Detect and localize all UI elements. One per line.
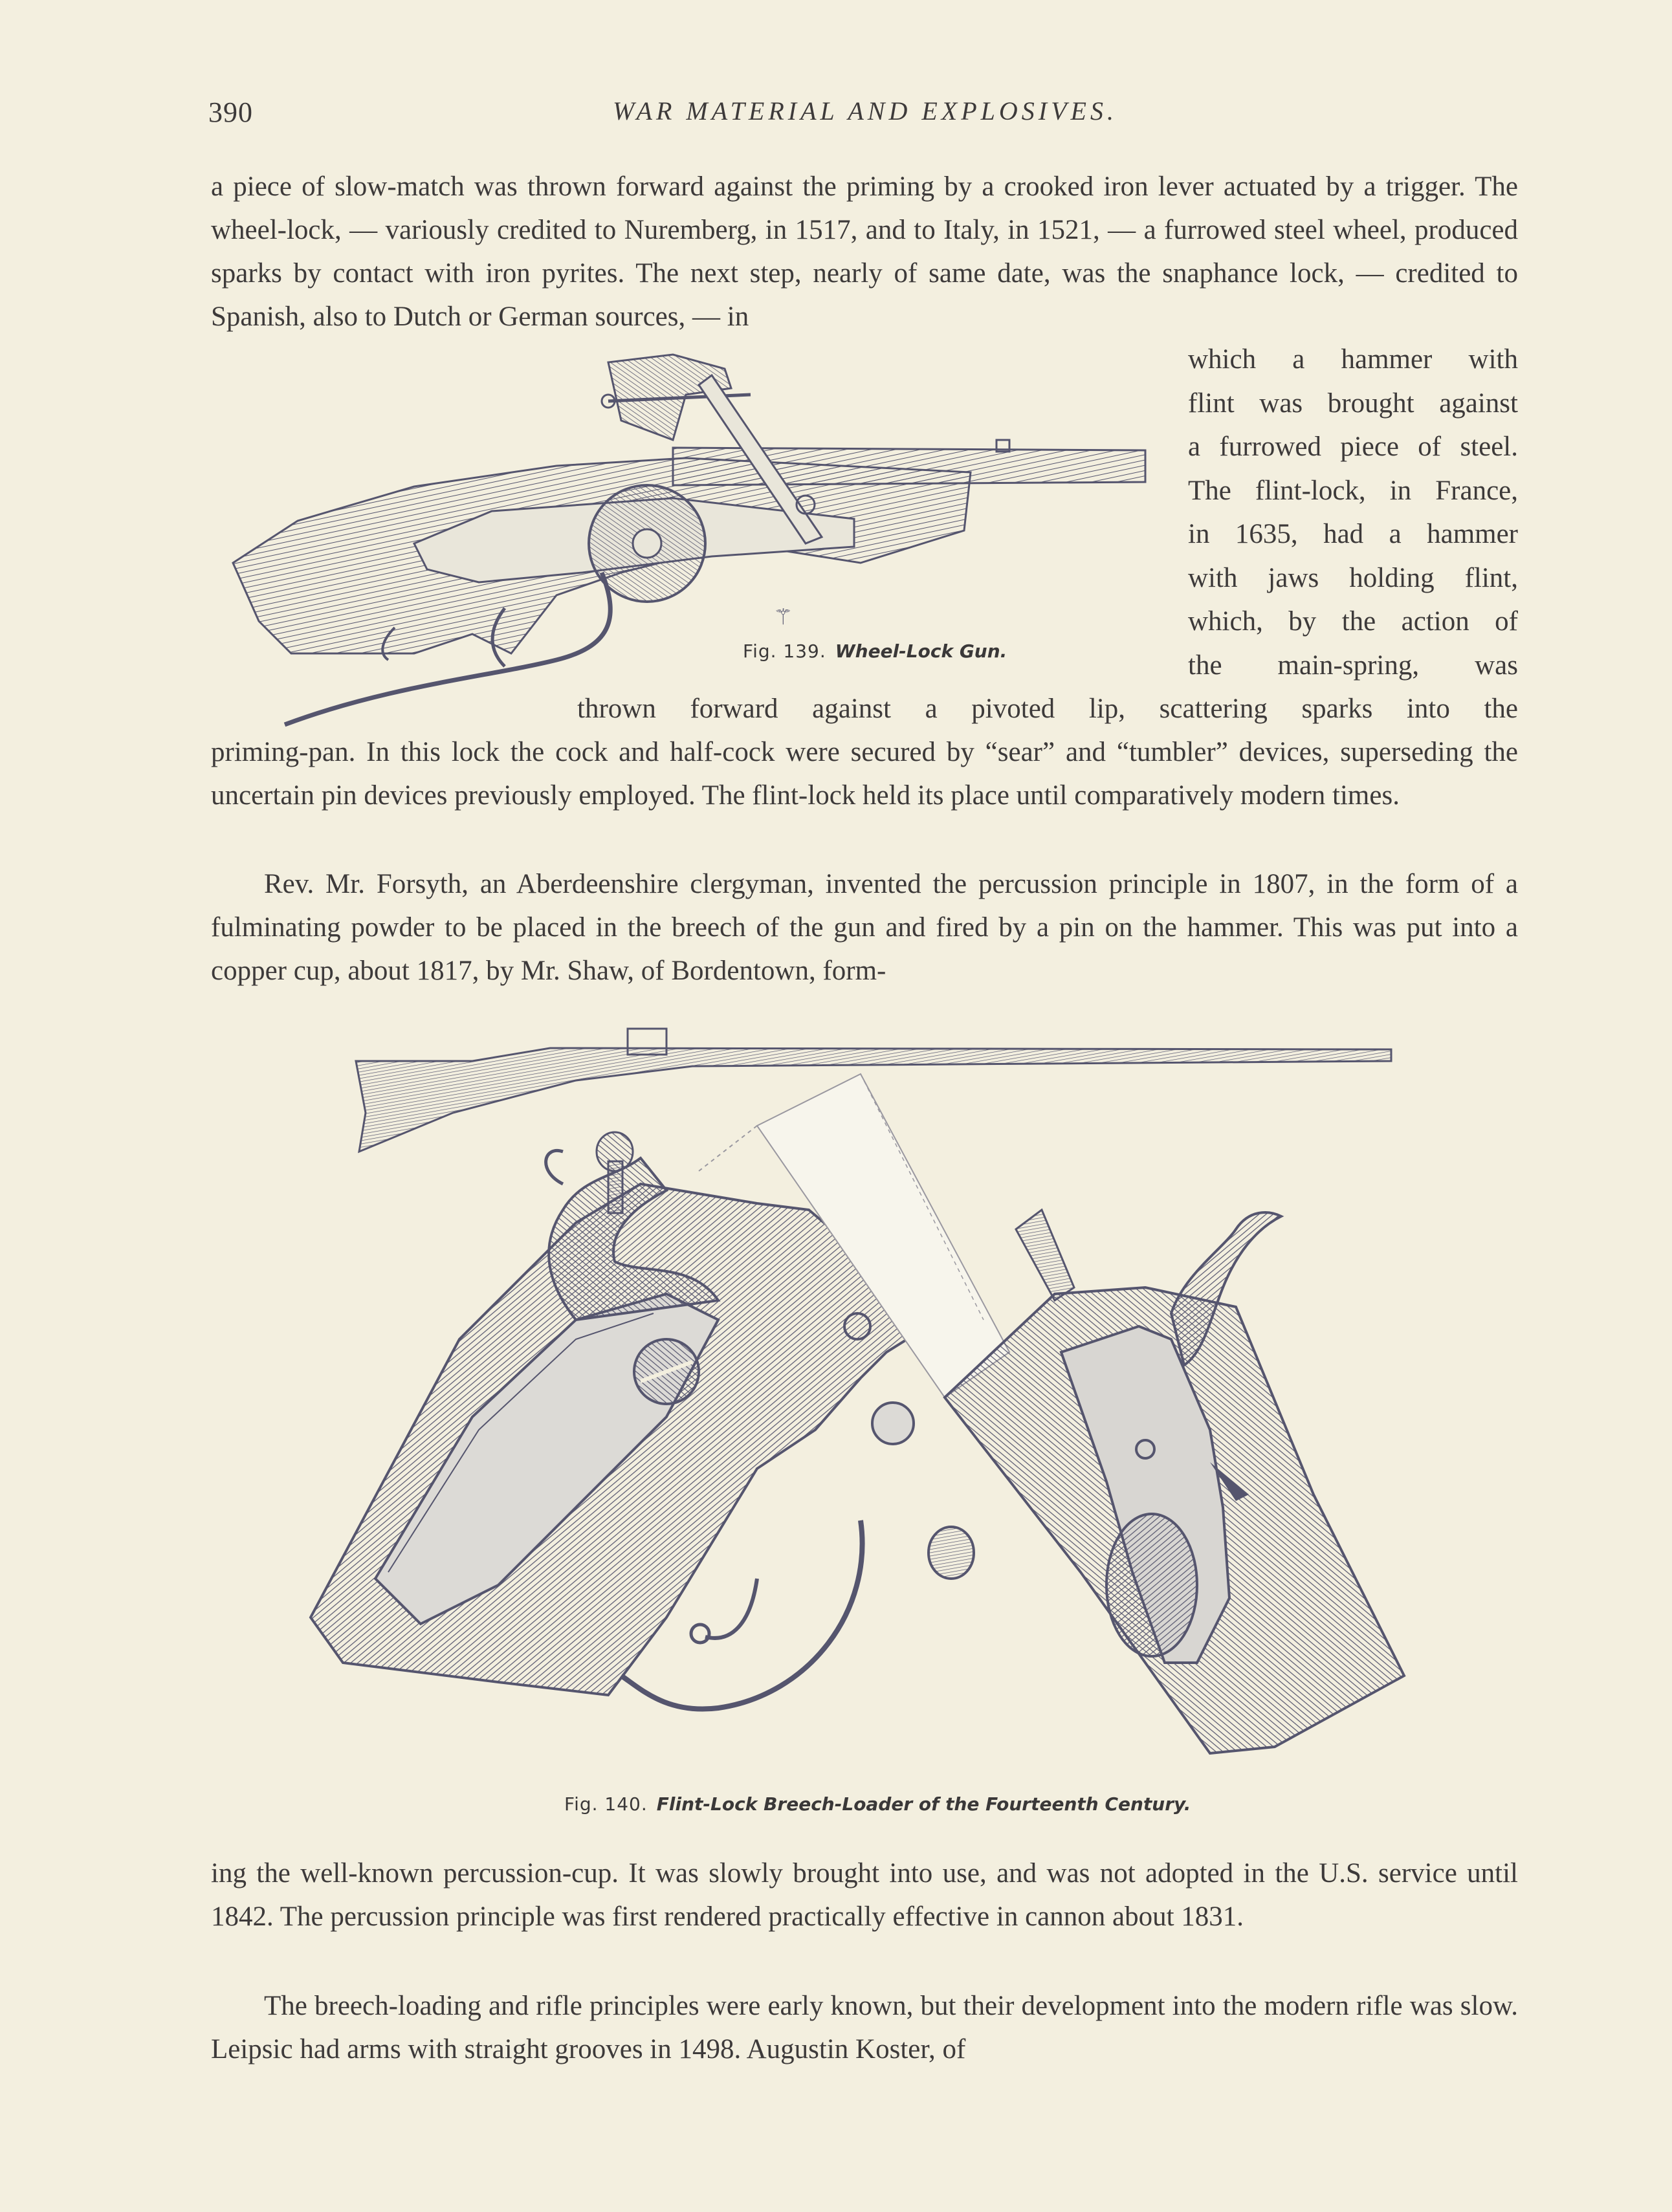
paragraph-2: Rev. Mr. Forsyth, an Aberdeenshire clergyman, invented the percussion principle in 1807, in the form of a fulminating powder to be placed in the breech of the gun and fired by a pin on the hammer. This was put into a copper cup, about 1817, by Mr. Shaw, of Bordentown, form-: [211, 869, 1518, 986]
wrap-text-column: [1188, 338, 1518, 687]
wrap-line: which, by the action of: [1188, 606, 1518, 637]
svg-text:⚚: ⚚: [773, 604, 793, 630]
paragraph-1-resume-first-line: thrown forward against a pivoted lip, scattering sparks into the: [577, 694, 1518, 724]
paragraph-1-top: a piece of slow-match was thrown forward against the priming by a crooked iron lever actuated by a trigger. The wheel-lock, — variously credited to Nuremberg, in 1517, and to Italy, in 1521, — a furrowed steel wheel, produced sparks by contact with iron pyrites. The next step, nearly of same date, was the snaphance lock, — credited to Spanish, also to Dutch or German sources, — in: [211, 171, 1518, 332]
paragraph-4: The breech-loading and rifle principles were early known, but their development into the modern rifle was slow. Leipsic had arms with straight grooves in 1498. Augustin Koster, of: [211, 1991, 1518, 2064]
wrap-line: with jaws holding flint,: [1188, 562, 1518, 593]
page-header: [208, 96, 1522, 141]
wrap-line: a furrowed piece of steel.: [1188, 432, 1518, 462]
figure-140-caption: [564, 1793, 1191, 1815]
figure-139-wheel-lock-gun: [220, 349, 1152, 738]
figure-140-flint-lock-breech-loader: [304, 1016, 1443, 1792]
wrap-line: in 1635, had a hammer: [1188, 519, 1518, 549]
figure-139-title: Wheel-Lock Gun.: [835, 641, 1007, 662]
flint-lock-breech-loader-engraving: [304, 1016, 1443, 1792]
wrap-line: flint was brought against: [1188, 388, 1518, 419]
wrap-line: The flint-lock, in France,: [1188, 475, 1518, 506]
figure-139-label: Fig. 139.: [743, 641, 826, 662]
page-number: 390: [208, 96, 253, 128]
paragraph-1-resume: priming-pan. In this lock the cock and half-cock were secured by “sear” and “tumbler” devices, superseding the uncertain pin devices previously employed. The flint-lock held its place until comparatively modern times.: [211, 737, 1518, 811]
wheel-lock-gun-engraving: [220, 349, 1152, 738]
paragraph-3: ing the well-known percussion-cup. It was slowly brought into use, and was not adopted in the U.S. service until 1842. The percussion principle was first rendered practically effective in cannon about 1831.: [211, 1858, 1518, 1932]
figure-140-label: Fig. 140.: [564, 1793, 648, 1815]
figure-140-title: Flint-Lock Breech-Loader of the Fourteenth Century.: [656, 1793, 1191, 1815]
figure-139-caption: [743, 641, 1007, 662]
wrap-line: which a hammer with: [1188, 344, 1518, 375]
running-title: WAR MATERIAL AND EXPLOSIVES.: [613, 96, 1117, 126]
wrap-line: the main-spring, was: [1188, 650, 1518, 681]
